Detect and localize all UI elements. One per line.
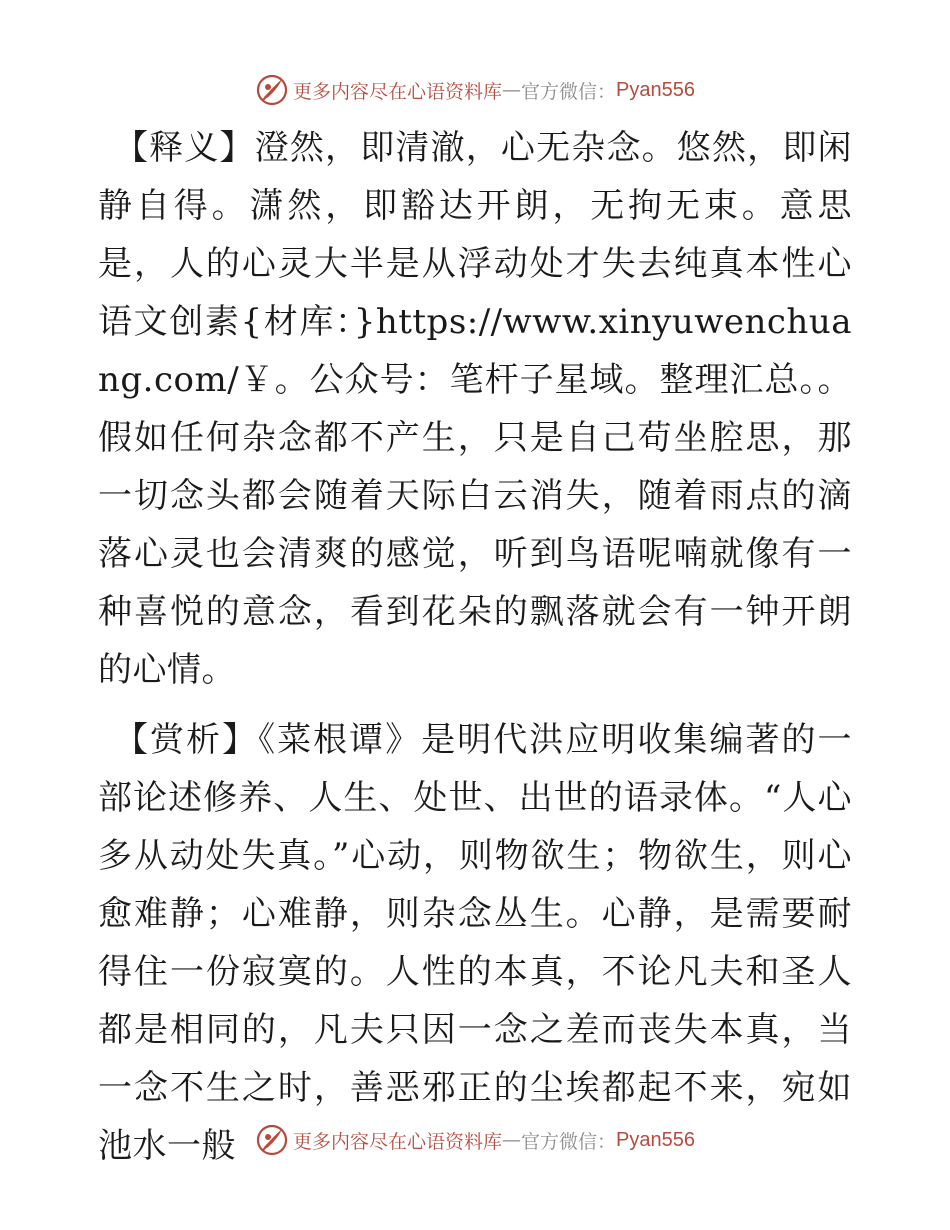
paragraph-explanation: 【释义】澄然，即清澈，心无杂念。悠然，即闲静自得。潇然，即豁达开朗，无拘无束。意思是，人的心灵大半是从浮动处才失去纯真本性心语文创素{材库：}https://www.xinyuwenchuang.com/￥。公众号：笔杆子星域。整理汇总。。假如任何杂念都不产生，只是自己苟坐腔思，那一切念头都会随着天际白云消失，随着雨点的滴落心灵也会清爽的感觉，听到鸟语呢喃就像有一种喜悦的意念，看到花朵的飘落就会有一钟开朗的心情。 [98,128,852,690]
banner-main-text: 更多内容尽在心语资料库 [293,80,503,103]
banner-dash: — [502,79,522,101]
banner-wechat-label: 官方微信： [521,1130,617,1153]
banner-wechat-id: Pyan556 [616,78,695,101]
header-banner [0,70,950,110]
paragraph-appreciation: 【赏析】《菜根谭》是明代洪应明收集编著的一部论述修养、人生、处世、出世的语录体。“人心多从动处失真。”心动，则物欲生；物欲生，则心愈难静；心难静，则杂念丛生。心静，是需要耐得住一份寂寞的。人性的本真，不论凡夫和圣人都是相同的，凡夫只因一念之差而丧失本真，当一念不生之时，善恶邪正的尘埃都起不来，宛如池水一般 [98,720,852,1166]
banner-wechat-id: Pyan556 [616,1128,695,1151]
footer-banner [0,1120,950,1160]
banner-wechat-label: 官方微信： [521,80,617,103]
quill-logo-icon [255,73,289,107]
document-body [98,119,852,1175]
banner-main-text: 更多内容尽在心语资料库 [293,1130,503,1153]
quill-logo-icon [255,1123,289,1157]
banner-dash: — [502,1129,522,1151]
